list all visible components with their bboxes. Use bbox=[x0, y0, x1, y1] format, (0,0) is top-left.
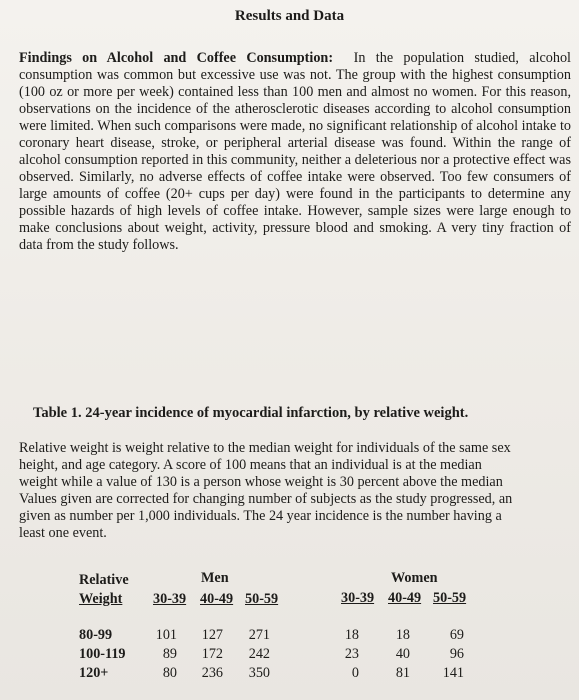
header-men: Men bbox=[201, 570, 229, 586]
header-men-age: 50-59 bbox=[245, 591, 279, 607]
table-cell: 81 bbox=[395, 665, 410, 681]
table-cell: 172 bbox=[201, 646, 223, 662]
header-men-age: 40-49 bbox=[200, 591, 234, 607]
table-cell: 141 bbox=[442, 665, 464, 681]
table-description-line: Relative weight is weight relative to the median weight for individuals of the same sex bbox=[19, 440, 511, 456]
row-weight-label: 120+ bbox=[79, 665, 109, 681]
table-cell: 101 bbox=[155, 627, 177, 643]
row-weight-label: 100-119 bbox=[79, 646, 126, 662]
header-weight: Weight bbox=[79, 591, 123, 607]
table-cell: 23 bbox=[344, 646, 359, 662]
header-women: Women bbox=[391, 570, 438, 586]
table-cell: 127 bbox=[201, 627, 223, 643]
table-caption: Table 1. 24-year incidence of myocardial infarction, by relative weight. bbox=[33, 405, 469, 421]
table-cell: 96 bbox=[449, 646, 464, 662]
findings-text: In the population studied, alcohol consumption was common but excessive use was not. The group with the highest consumption (100 oz or more per week) contained less than 100 men and almost no women. For this reason, observations on the incidence of the atherosclerotic diseases according to alcohol consumption were limited. When such comparisons were made, no significant relationship of alcohol intake to coronary heart disease, stroke, or peripheral arterial disease was found. Within the range of alcohol consumption reported in this community, neither a deleterious nor a protective effect was observed. Similarly, no adverse effects of coffee intake were observed. Too few consumers of large amounts of coffee (20+ cups per day) were found in the participants to determine any possible hazards of high levels of coffee intake. However, sample sizes were large enough to make conclusions about weight, activity, pressure blood and smoking. A very tiny fraction of data from the study follows. bbox=[19, 50, 571, 253]
table-description-line: height, and age category. A score of 100 means that an individual is at the median bbox=[19, 457, 482, 473]
table-cell: 350 bbox=[248, 665, 270, 681]
table-cell: 236 bbox=[201, 665, 223, 681]
table-cell: 40 bbox=[395, 646, 410, 662]
table-cell: 18 bbox=[344, 627, 359, 643]
table-cell: 242 bbox=[248, 646, 270, 662]
header-relative: Relative bbox=[79, 572, 129, 588]
table-cell: 271 bbox=[248, 627, 270, 643]
table-description-line: given as number per 1,000 individuals. The 24 year incidence is the number having a bbox=[19, 508, 502, 524]
page-title: Results and Data bbox=[234, 8, 345, 24]
table-description-line: least one event. bbox=[19, 525, 107, 541]
table-cell: 18 bbox=[395, 627, 410, 643]
findings-heading: Findings on Alcohol and Coffee Consumption: bbox=[19, 50, 334, 66]
table-cell: 80 bbox=[162, 665, 177, 681]
row-weight-label: 80-99 bbox=[79, 627, 113, 643]
header-women-age: 40-49 bbox=[388, 590, 422, 606]
header-women-age: 50-59 bbox=[433, 590, 467, 606]
table-cell: 0 bbox=[351, 665, 359, 681]
table-cell: 89 bbox=[162, 646, 177, 662]
table-description-line: weight while a value of 130 is a person whose weight is 30 percent above the median bbox=[19, 474, 503, 490]
table-cell: 69 bbox=[449, 627, 464, 643]
table-description-line: Values given are corrected for changing number of subjects as the study progressed, an bbox=[19, 491, 513, 507]
header-men-age: 30-39 bbox=[153, 591, 187, 607]
header-women-age: 30-39 bbox=[341, 590, 375, 606]
